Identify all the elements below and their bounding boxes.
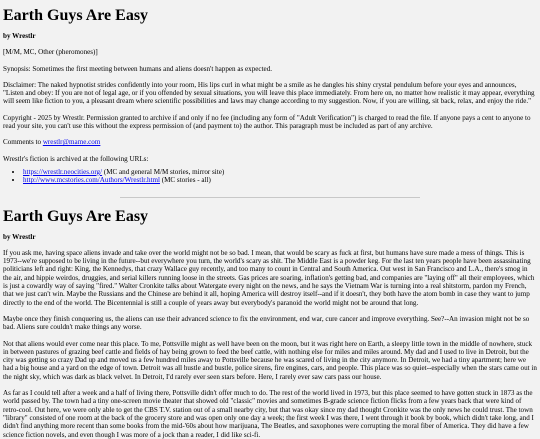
story-byline: by Wrestlr	[3, 232, 36, 241]
synopsis: Synopsis: Sometimes the first meeting between humans and aliens doesn't happen as expected.	[3, 64, 273, 73]
author-email-link[interactable]: wrestlr@mame.com	[42, 138, 101, 147]
header-block	[3, 7, 537, 185]
list-item	[23, 168, 537, 176]
archive-link-desc: (MC and general M/M stories, mirror site)	[102, 167, 225, 176]
archive-link-desc: (MC stories - all)	[159, 176, 211, 185]
story-title: Earth Guys Are Easy	[3, 207, 149, 225]
list-item	[23, 176, 537, 184]
story-block	[3, 208, 537, 439]
archive-link-mcstories[interactable]: http://www.mcstories.com/Authors/Wrestlr.html	[23, 176, 160, 185]
disclaimer: Disclaimer: The naked hypnotist strides confidently into your room, His lips curl in what might be a smile as he dangles his shiny crystal pendulum before your eyes and announces, "Listen and obey: If you are not of legal age, or if you offended by sexual situations, you will leave this place immediately. From here on, no matter how realistic it may appear, everything will seem like fiction to you, a pleasant dream where scientific possibilities and laws may change according to my suggestion. Now, if you are willing, sit back, relax, and enjoy the ride."	[3, 80, 535, 106]
archive-link-neocities[interactable]: https://wrestlr.neocities.org/	[23, 167, 103, 176]
story-paragraph: Not that aliens would ever come near this place. To me, Pottsville might as well have been on the moon, but it was right here on Earth, a sleepy little town in the middle of nowhere, stuck in between pastures of grazing beef cattle and fields of hay being grown to feed the beef cattle, with nothing else for miles and miles around. My dad and I used to live in Detroit, but the city was getting so crazy Dad up and moved us a few hundred miles away to Pottsville because he was scared of living in the city anymore. In Detroit, we had a tiny apartment; here we had a big house and a yard on the edge of town. Detroit was all hustle and bustle, police sirens, fire engines, cars, and people. This place was so quiet--especially when the stars came out in the night sky, which was dark as black velvet. In Detroit, I'd rarely ever seen stars before. Here, I rarely ever saw cars pass our house.	[3, 339, 537, 381]
comments-prefix: Comments to	[3, 138, 43, 147]
story-paragraph: Maybe once they finish conquering us, the aliens can use their advanced science to fix the environment, end war, cure cancer and improve everything. See?--An invasion might not be so bad. Aliens sure couldn't make things any worse.	[3, 314, 530, 332]
story-codes: [M/M, MC, Other (pheromones)]	[3, 48, 98, 57]
story-paragraph: If you ask me, having space aliens invade and take over the world might not be so bad. I mean, that would be scary as fuck at first, but humans have sure made a mess of things. This is 1973--we're supposed to be living in the future--but everywhere you turn, the world's scary as shit. The Middle East is a powder keg. For the last ten years people have been assassinating politicians left and right: King, the Kennedys, that crazy Wallace guy recently, and too many to count in Central and South America. Out west in San Francisco and L.A., there's smog in the air, and hippie weirdos, druggies, and serial killers running loose in the streets. Gas prices are soaring, inflation's getting bad, and companies are "laying off" all their employees, which is just a cowardly way of saying "fired." Walter Cronkite talks about Watergate every night on the news, and he says the Vietnam War is turning into a real shitstorm, pardon my French, that we just can't win. Maybe the Russians and the Chinese are behind it all, hoping America will destroy itself--and if it doesn't, they both have the atom bomb in case they want to jump directly to the end of the world. The Bicentennial is still a couple of years away but everybody's paranoid the world might not be around that long.	[3, 248, 535, 307]
author-byline: by Wrestlr	[3, 32, 36, 40]
archive-intro: Wrestlr's fiction is archived at the following URLs:	[3, 154, 149, 163]
archive-link-list	[3, 168, 537, 185]
section-divider	[120, 197, 420, 198]
copyright-notice: Copyright - 2025 by Wrestlr. Permission granted to archive if and only if no fee (including any form of "Adult Verification") is charged to read the file. If anyone pays a cent to anyone to read your site, you can't use this without the express permission of (and payment to) the author. This paragraph must be included as part of any archive.	[3, 113, 531, 131]
comments-line	[3, 138, 537, 146]
story-paragraph: As far as I could tell after a week and a half of living there, Pottsville didn't offer much to do. The rest of the world lived in 1973, but this place seemed to have gotten stuck in 1873 as the world passed by. The town had a tiny one-screen movie theater that showed old "classic" movies and sometimes B-grade science fiction flicks from a few years back that were kind of retro-cool. Out here, we were only able to get the CBS T.V. station out of a small nearby city, but that was okay since my dad thought Cronkite was the only news he could trust. The town "library" consisted of one room at the back of the grocery store and was open only one day a week; the first week I was there, I went through it book by book, which didn't take long, and I didn't find anything more recent than some books from the mid-'60s about how marijuana, The Beatles, and saxophones were corrupting the moral fiber of America. They did have a few science fiction novels, and even though I was more of a jock than a reader, I did like sci-fi.	[3, 389, 534, 439]
page-title: Earth Guys Are Easy	[3, 7, 149, 24]
